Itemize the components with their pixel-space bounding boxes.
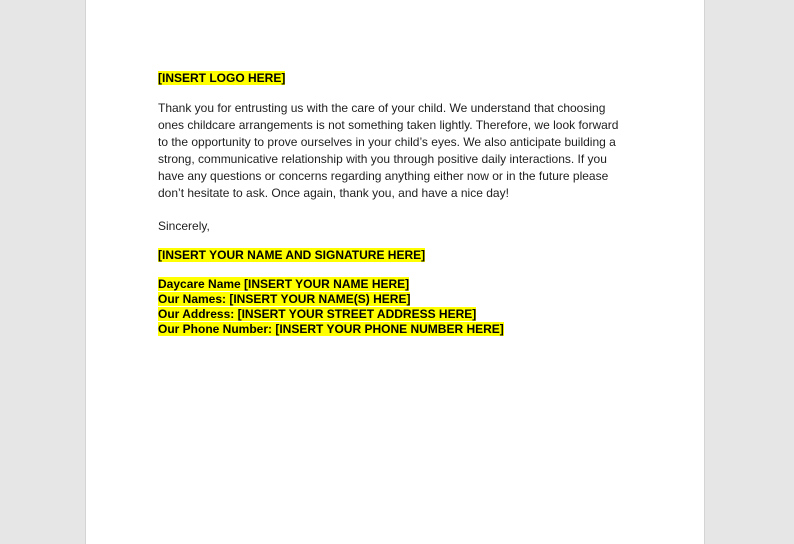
document-page[interactable] (85, 0, 705, 544)
letter-content (158, 70, 628, 337)
info-daycare-name: Daycare Name [INSERT YOUR NAME HERE] (158, 277, 410, 291)
info-line-daycare-name (158, 277, 628, 292)
contact-info-block (158, 277, 628, 337)
info-names: Our Names: [INSERT YOUR NAME(S) HERE] (158, 292, 411, 306)
logo-placeholder-paragraph (158, 70, 628, 87)
signature-placeholder: [INSERT YOUR NAME AND SIGNATURE HERE] (158, 248, 426, 262)
letter-body: Thank you for entrusting us with the care of your child. We understand that choosing ones childcare arrangements is not something taken lightly. Therefore, we look forward to the opportunity to prove ourselves in your child’s eyes. We also anticipate building a strong, communicative relationship with you through positive daily interactions. If you have any questions or concerns regarding anything either now or in the future please don’t hesitate to ask. Once again, thank you, and have a nice day! (158, 101, 619, 200)
letter-closing: Sincerely, (158, 219, 210, 233)
info-line-phone (158, 322, 628, 337)
info-address: Our Address: [INSERT YOUR STREET ADDRESS HERE] (158, 307, 477, 321)
logo-placeholder: [INSERT LOGO HERE] (158, 71, 286, 85)
info-line-address (158, 307, 628, 322)
info-phone: Our Phone Number: [INSERT YOUR PHONE NUMBER HERE] (158, 322, 504, 336)
info-line-names (158, 292, 628, 307)
signature-placeholder-paragraph (158, 247, 628, 264)
